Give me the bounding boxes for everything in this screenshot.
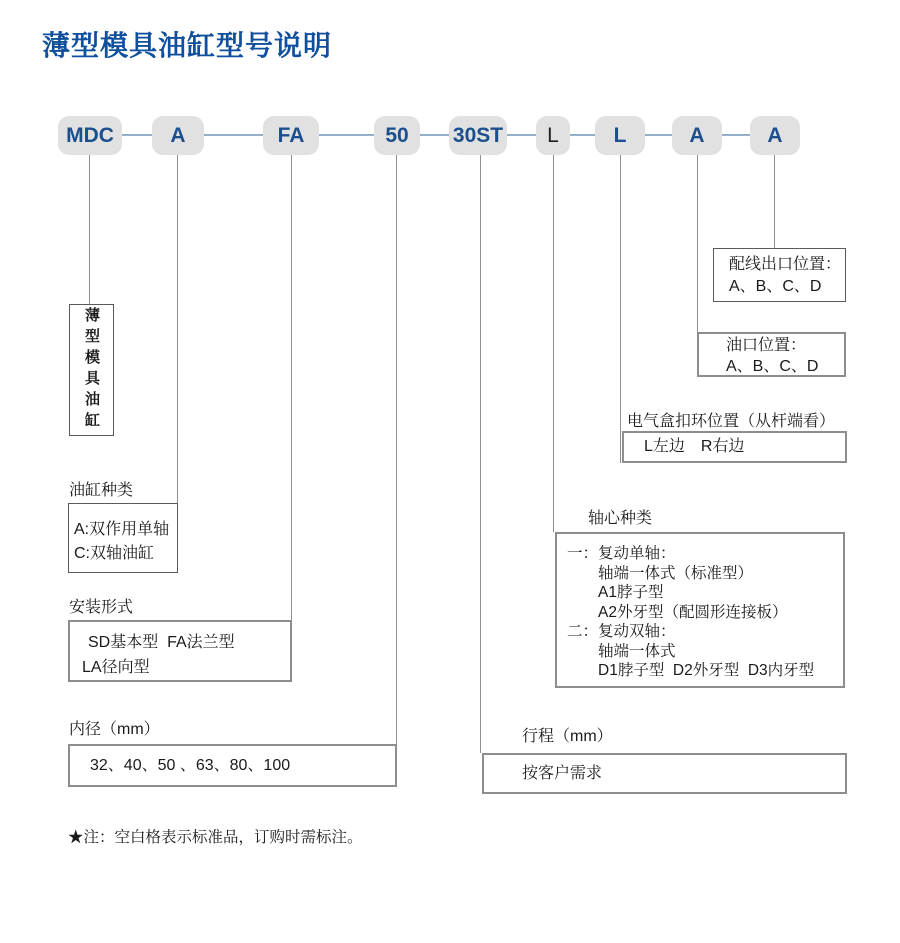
electrical-box-label: 电气盒扣环位置（从杆端看）: [627, 413, 836, 430]
code-box-wiring-outlet: A: [750, 116, 800, 155]
connector-line: [122, 134, 152, 136]
code-box-ring-position: L: [595, 116, 645, 155]
connector-line: [570, 134, 595, 136]
bore-box: 32、40、50 、63、80、100: [68, 744, 397, 787]
shaft-type-line: 轴端一体式（标准型）: [567, 564, 754, 582]
shaft-type-label: 轴心种类: [588, 510, 653, 527]
bore-label: 内径（mm）: [69, 721, 160, 738]
mounting-type-box: [68, 620, 292, 682]
drop-line: [774, 155, 775, 248]
drop-line: [697, 155, 698, 332]
code-box-oil-port: A: [672, 116, 722, 155]
cylinder-type-line: A:双作用单轴: [74, 521, 170, 538]
connector-line: [204, 134, 263, 136]
oil-port-options: A、B、C、D: [726, 358, 819, 375]
cylinder-type-label: 油缸种类: [69, 482, 134, 499]
shaft-type-line: A2外牙型（配圆形连接板）: [567, 603, 788, 621]
connector-line: [319, 134, 374, 136]
footnote: ★注：空白格表示标准品，订购时需标注。: [68, 829, 363, 846]
electrical-box-value-box: L左边 R右边: [622, 431, 847, 463]
code-box-cylinder-type: A: [152, 116, 204, 155]
connector-line: [507, 134, 536, 136]
mounting-type-line: SD基本型 FA法兰型: [88, 634, 235, 651]
drop-line: [89, 155, 90, 304]
code-box-shaft-type: L: [536, 116, 570, 155]
connector-line: [645, 134, 672, 136]
stroke-box: 按客户需求: [482, 753, 847, 794]
shaft-type-line: A1脖子型: [567, 584, 664, 601]
drop-line: [177, 155, 178, 503]
drop-line: [291, 155, 292, 620]
wiring-outlet-title: 配线出口位置：: [729, 256, 842, 273]
code-box-stroke: 30ST: [449, 116, 507, 155]
mounting-type-label: 安装形式: [69, 599, 134, 616]
drop-line: [553, 155, 554, 532]
code-box-bore: 50: [374, 116, 420, 155]
wiring-outlet-box: [713, 248, 846, 302]
oil-port-box: [697, 332, 846, 377]
stroke-label: 行程（mm）: [522, 728, 613, 745]
cylinder-type-line: C:双轴油缸: [74, 545, 155, 562]
connector-line: [420, 134, 449, 136]
product-name-box: 薄型模具油缸: [69, 304, 114, 436]
shaft-type-line: 二：复动双轴：: [567, 623, 676, 640]
connector-line: [722, 134, 750, 136]
drop-line: [480, 155, 481, 753]
wiring-outlet-options: A、B、C、D: [729, 278, 822, 295]
code-box-series: MDC: [58, 116, 122, 155]
shaft-type-line: D1脖子型 D2外牙型 D3内牙型: [567, 662, 815, 679]
cylinder-type-box: [68, 503, 178, 573]
shaft-type-line: 轴端一体式: [567, 642, 676, 660]
shaft-type-box: [555, 532, 845, 688]
mounting-type-line: LA径向型: [82, 659, 150, 676]
drop-line: [396, 155, 397, 744]
page-title: 薄型模具油缸型号说明: [42, 30, 333, 61]
code-box-mounting-type: FA: [263, 116, 319, 155]
shaft-type-line: 一：复动单轴：: [567, 545, 676, 562]
drop-line: [620, 155, 621, 463]
oil-port-title: 油口位置：: [726, 337, 807, 354]
